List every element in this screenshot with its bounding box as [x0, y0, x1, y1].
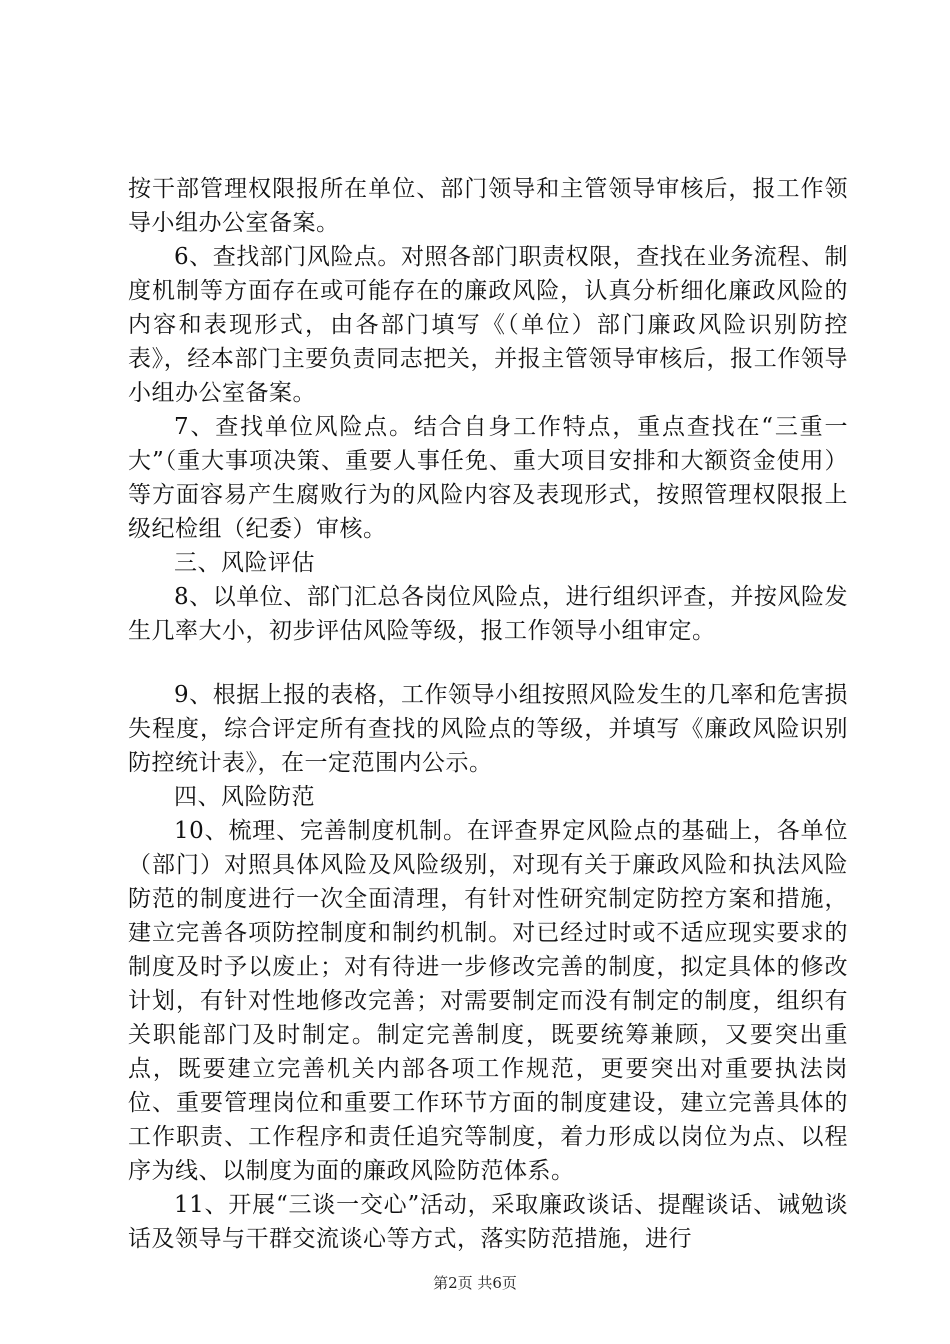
document-body — [128, 172, 848, 1256]
section-heading-risk-assessment: 三、风险评估 — [174, 550, 315, 576]
paragraph-continuation: 按干部管理权限报所在单位、部门领导和主管领导审核后，报工作领导小组办公室备案。 — [128, 176, 848, 236]
section-heading-risk-prevention: 四、风险防范 — [174, 784, 315, 810]
paragraph-item-6: 6、查找部门风险点。对照各部门职责权限，查找在业务流程、制度机制等方面存在或可能存在的廉政风险，认真分析细化廉政风险的内容和表现形式，由各部门填写《（单位）部门廉政风险识别防控表》，经本部门主要负责同志把关，并报主管领导审核后，报工作领导小组办公室备案。 — [128, 244, 848, 406]
paragraph-item-11: 11、开展“三谈一交心”活动，采取廉政谈话、提醒谈话、诫勉谈话及领导与干群交流谈心等方式，落实防范措施，进行 — [128, 1192, 848, 1252]
paragraph-item-9: 9、根据上报的表格，工作领导小组按照风险发生的几率和危害损失程度，综合评定所有查找的风险点的等级，并填写《廉政风险识别防控统计表》，在一定范围内公示。 — [128, 682, 848, 776]
paragraph-item-7: 7、查找单位风险点。结合自身工作特点，重点查找在“三重一大”（重大事项决策、重要人事任免、重大项目安排和大额资金使用）等方面容易产生腐败行为的风险内容及表现形式，按照管理权限报上级纪检组（纪委）审核。 — [128, 414, 848, 542]
paragraph-item-8: 8、以单位、部门汇总各岗位风险点，进行组织评查，并按风险发生几率大小，初步评估风险等级，报工作领导小组审定。 — [128, 584, 848, 644]
page-number-label: 第2页 共6页 — [433, 1274, 517, 1292]
paragraph-item-10: 10、梳理、完善制度机制。在评查界定风险点的基础上，各单位（部门）对照具体风险及风险级别，对现有关于廉政风险和执法风险防范的制度进行一次全面清理，有针对性研究制定防控方案和措施，建立完善各项防控制度和制约机制。对已经过时或不适应现实要求的制度及时予以废止；对有待进一步修改完善的制度，拟定具体的修改计划，有针对性地修改完善；对需要制定而没有制定的制度，组织有关职能部门及时制定。制定完善制度，既要统筹兼顾，又要突出重点，既要建立完善机关内部各项工作规范，更要突出对重要执法岗位、重要管理岗位和重要工作环节方面的制度建设，建立完善具体的工作职责、工作程序和责任追究等制度，着力形成以岗位为点、以程序为线、以制度为面的廉政风险防范体系。 — [128, 818, 848, 1184]
page-footer — [0, 1273, 950, 1293]
